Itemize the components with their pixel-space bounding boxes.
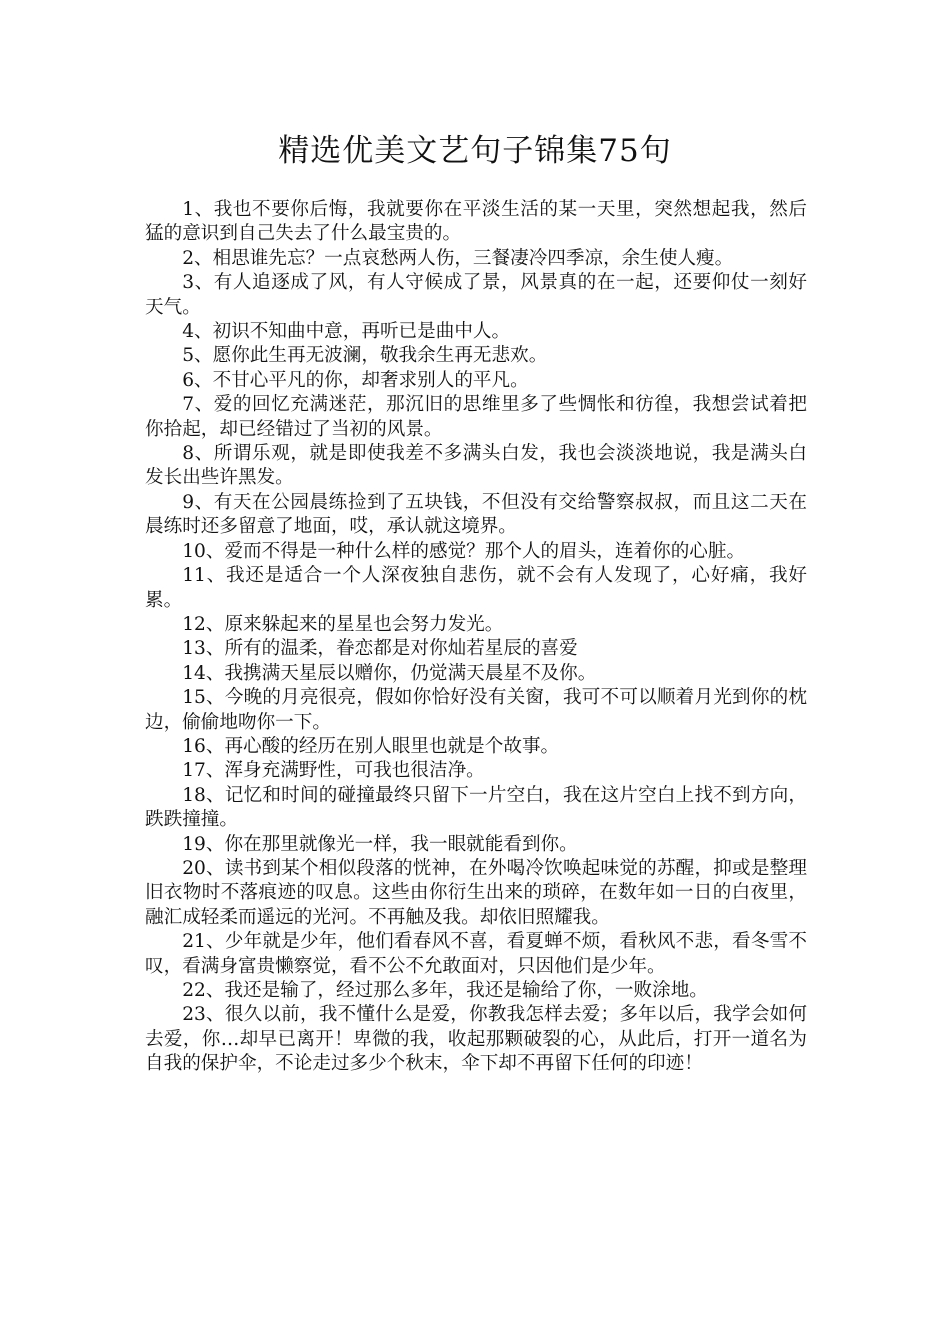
paragraph: 20、读书到某个相似段落的恍神，在外喝冷饮唤起味觉的苏醒，抑或是整理旧衣物时不落痕迹的叹息。这些由你衍生出来的琐碎，在数年如一日的白夜里，融汇成轻柔而遥远的光河。不再触及我。却依旧照耀我。 — [145, 857, 807, 928]
document-body — [145, 198, 807, 1077]
paragraph: 8、所谓乐观，就是即使我差不多满头白发，我也会淡淡地说，我是满头白发长出些许黑发。 — [145, 443, 807, 489]
paragraph: 10、爱而不得是一种什么样的感觉？那个人的眉头，连着你的心脏。 — [182, 540, 746, 562]
paragraph: 18、记忆和时间的碰撞最终只留下一片空白，我在这片空白上找不到方向，跌跌撞撞。 — [145, 784, 807, 831]
paragraph: 13、所有的温柔，眷恋都是对你灿若星辰的喜爱 — [182, 638, 578, 660]
paragraph: 1、我也不要你后悔，我就要你在平淡生活的某一天里，突然想起我，然后猛的意识到自己失去了什么最宝贵的。 — [145, 199, 807, 245]
paragraph: 16、再心酸的经历在别人眼里也就是个故事。 — [182, 735, 560, 757]
paragraph: 11、我还是适合一个人深夜独自悲伤，就不会有人发现了，心好痛，我好累。 — [145, 565, 807, 611]
paragraph: 15、今晚的月亮很亮，假如你恰好没有关窗，我可不可以顺着月光到你的枕边，偷偷地吻你一下。 — [145, 687, 807, 733]
paragraph: 14、我携满天星辰以赠你，仍觉满天晨星不及你。 — [182, 662, 597, 684]
paragraph: 3、有人追逐成了风，有人守候成了景，风景真的在一起，还要仰仗一刻好天气。 — [145, 272, 807, 318]
paragraph: 12、原来躲起来的星星也会努力发光。 — [182, 613, 504, 635]
paragraph: 21、少年就是少年，他们看春风不喜，看夏蝉不烦，看秋风不悲，看冬雪不叹，看满身富贵懒察觉，看不公不允敢面对，只因他们是少年。 — [145, 931, 807, 977]
paragraph: 7、爱的回忆充满迷茫，那沉旧的思维里多了些惆怅和彷徨，我想尝试着把你拾起，却已经错过了当初的风景。 — [145, 394, 807, 440]
paragraph: 23、很久以前，我不懂什么是爱，你教我怎样去爱；多年以后，我学会如何去爱，你…却早已离开！卑微的我，收起那颗破裂的心，从此后，打开一道名为自我的保护伞，不论走过多少个秋末，伞下却不再留下任何的印迹！ — [145, 1004, 807, 1075]
paragraph: 9、有天在公园晨练捡到了五块钱，不但没有交给警察叔叔，而且这二天在晨练时还多留意了地面，哎，承认就这境界。 — [145, 491, 807, 538]
document-title: 精选优美文艺句子锦集75句 — [278, 133, 672, 169]
paragraph: 19、你在那里就像光一样，我一眼就能看到你。 — [182, 833, 578, 855]
paragraph: 22、我还是输了，经过那么多年，我还是输给了你，一败涂地。 — [182, 980, 708, 1001]
paragraph: 2、相思谁先忘？一点哀愁两人伤，三餐凄冷四季凉，余生使人瘦。 — [182, 247, 734, 269]
paragraph: 5、愿你此生再无波澜，敬我余生再无悲欢。 — [182, 345, 548, 367]
paragraph: 6、不甘心平凡的你，却奢求别人的平凡。 — [182, 369, 529, 391]
paragraph: 4、初识不知曲中意，再听已是曲中人。 — [182, 321, 511, 343]
paragraph: 17、浑身充满野性，可我也很洁净。 — [182, 760, 485, 782]
